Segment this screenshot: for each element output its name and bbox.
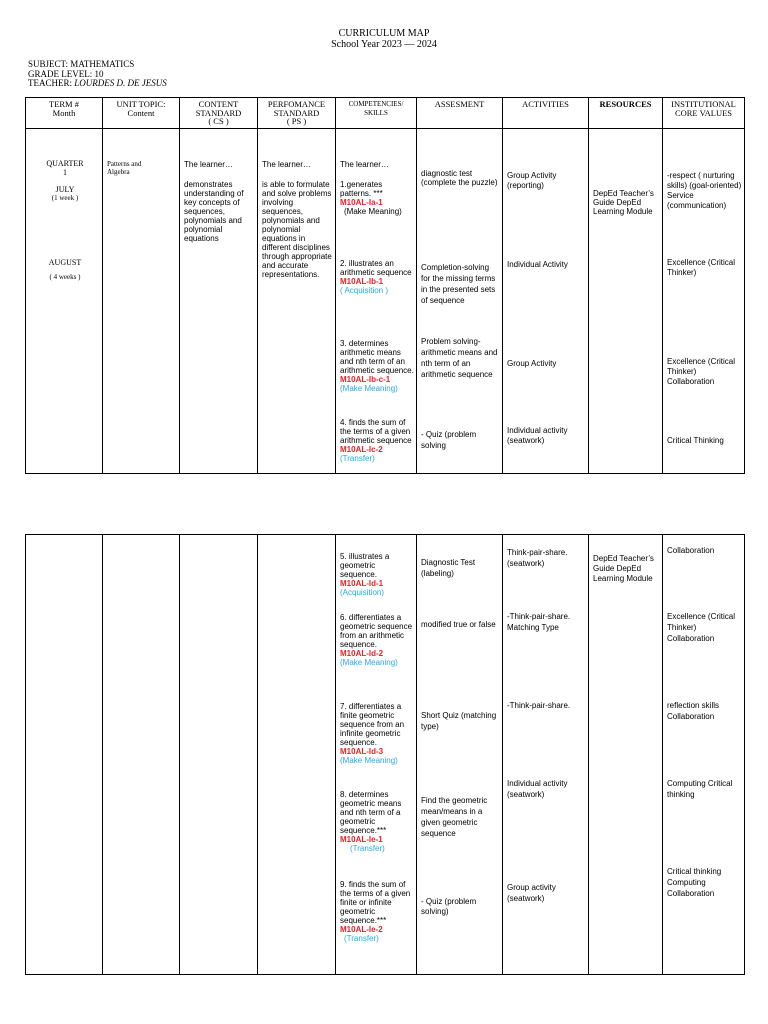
competency-5: 5. illustrates a geometric sequence. M10AL-Id-1 (Acquisition) xyxy=(340,552,414,597)
col-performance-standard: PERFOMANCE STANDARD ( PS ) xyxy=(258,98,336,129)
competency-code: M10AL-Id-2 xyxy=(340,649,384,658)
assessment-2: Completion-solving for the missing terms in the presented sets of sequence xyxy=(421,263,496,305)
unit-cell xyxy=(103,535,180,975)
value-5: Collaboration xyxy=(667,546,715,555)
col-content-standard: CONTENT STANDARD ( CS ) xyxy=(180,98,258,129)
competency-2: 2. illustrates an arithmetic sequence M10AL-Ib-1 ( Acquisition ) xyxy=(340,259,414,295)
unit-topic: Patterns and Algebra xyxy=(107,160,142,176)
resources-cell xyxy=(589,535,663,975)
competency-code: M10AL-Ic-2 xyxy=(340,445,383,454)
teacher-label: TEACHER: xyxy=(28,78,72,88)
assessment-1: diagnostic test (complete the puzzle) xyxy=(421,169,498,187)
assessment-4: - Quiz (problem solving xyxy=(421,430,477,450)
content-standard-lead: The learner… xyxy=(184,160,233,169)
col-unit: UNIT TOPIC: Content xyxy=(103,98,180,129)
value-3: Excellence (Critical Thinker) Collaboration xyxy=(667,357,736,386)
term-cell xyxy=(26,535,103,975)
competency-code: M10AL-Ia-1 xyxy=(340,198,383,207)
subject-line: SUBJECT: MATHEMATICS xyxy=(28,59,135,69)
curriculum-table-page1 xyxy=(25,97,745,474)
value-7: reflection skills Collaboration xyxy=(667,701,720,721)
assessment-cell xyxy=(417,129,503,474)
competency-6: 6. differentiates a geometric sequence from an arithmetic sequence. M10AL-Id-2 (Make Meaning) xyxy=(340,613,413,667)
assessment-8: Find the geometric mean/means in a given geometric sequence xyxy=(421,796,488,838)
title-text: CURRICULUM MAP xyxy=(338,28,430,39)
competency-code: M10AL-Ib-c-1 xyxy=(340,375,391,384)
competency-8: 8. determines geometric means and nth term of a geometric sequence.*** M10AL-Ie-1 (Transfer) xyxy=(340,790,414,853)
performance-standard-text: is able to formulate and solve problems involving sequences, polynomials and polynomial equations in different disciplines through appropriate and accurate representations. xyxy=(262,180,332,279)
activity-1: Group Activity (reporting) xyxy=(507,171,557,190)
competency-code: M10AL-Ib-1 xyxy=(340,277,384,286)
competencies-lead: The learner… xyxy=(340,160,389,169)
assessment-cell xyxy=(417,535,503,975)
content-standard-text: demonstrates understanding of key concepts of sequences, polynomials and polynomial equations xyxy=(184,180,244,243)
resource-5: DepEd Teacher’s Guide DepEd Learning Module xyxy=(593,554,654,583)
activity-6: -Think-pair-share. Matching Type xyxy=(507,612,571,632)
resource-1: DepEd Teacher’s Guide DepEd Learning Module xyxy=(593,189,654,216)
assessment-7: Short Quiz (matching type) xyxy=(421,711,497,731)
performance-standard-lead: The learner… xyxy=(262,160,311,169)
document-meta xyxy=(28,60,167,89)
value-1: -respect ( nurturing skills) (goal-oriented) Service (communication) xyxy=(667,171,742,210)
performance-standard-cell xyxy=(258,535,336,975)
month-august: AUGUST ( 4 weeks ) xyxy=(48,258,82,281)
activity-5: Think-pair-share. (seatwork) xyxy=(507,548,568,568)
competencies-cell xyxy=(336,129,417,474)
competency-code: M10AL-Ie-1 xyxy=(340,835,383,844)
competency-1: 1.generates patterns. *** M10AL-Ia-1 (Make Meaning) xyxy=(340,180,414,216)
school-year: School Year 2023 — 2024 xyxy=(331,39,437,50)
value-9: Critical thinking Computing Collaboration xyxy=(667,867,722,898)
curriculum-table-page2 xyxy=(25,534,745,975)
content-standard-cell xyxy=(180,535,258,975)
header-row xyxy=(26,98,745,129)
quarter-label: QUARTER 1 xyxy=(46,159,84,177)
activity-3: Group Activity xyxy=(507,359,557,368)
col-activities: ACTIVITIES xyxy=(503,98,589,129)
competency-code: M10AL-Ie-2 xyxy=(340,925,383,934)
performance-standard-cell xyxy=(258,129,336,474)
activity-8: Individual activity (seatwork) xyxy=(507,779,568,799)
activities-cell xyxy=(503,129,589,474)
month-july: JULY (1 week ) xyxy=(51,185,79,202)
assessment-9: - Quiz (problem solving) xyxy=(421,897,477,916)
activities-cell xyxy=(503,535,589,975)
assessment-3: Problem solving-arithmetic means and nth term of an arithmetic sequence xyxy=(421,337,498,379)
value-8: Computing Critical thinking xyxy=(667,779,733,799)
table-row xyxy=(26,535,745,975)
core-values-cell xyxy=(663,535,745,975)
activity-2: Individual Activity xyxy=(507,260,568,269)
document-title xyxy=(0,28,768,50)
assessment-5: Diagnostic Test (labeling) xyxy=(421,558,476,578)
col-core-values: INSTITUTIONAL CORE VALUES xyxy=(663,98,745,129)
term-cell xyxy=(26,129,103,474)
teacher-name: LOURDES D. DE JESUS xyxy=(74,78,167,88)
col-resources: RESOURCES xyxy=(589,98,663,129)
value-6: Excellence (Critical Thinker) Collaboration xyxy=(667,612,736,643)
core-values-cell xyxy=(663,129,745,474)
competency-3: 3. determines arithmetic means and nth term of an arithmetic sequence. M10AL-Ib-c-1 (Make Meaning) xyxy=(340,339,414,393)
value-4: Critical Thinking xyxy=(667,436,724,445)
col-term: TERM # Month xyxy=(26,98,103,129)
activity-7: -Think-pair-share. xyxy=(507,701,571,710)
col-assessment: ASSESMENT xyxy=(417,98,503,129)
unit-cell xyxy=(103,129,180,474)
competency-9: 9. finds the sum of the terms of a given finite or infinite geometric sequence.*** M10AL-Ie-2 (Transfer) xyxy=(340,880,414,943)
competency-code: M10AL-Id-3 xyxy=(340,747,384,756)
assessment-6: modified true or false xyxy=(421,620,496,629)
activity-4: Individual activity (seatwork) xyxy=(507,426,568,445)
grade-line: GRADE LEVEL: 10 xyxy=(28,68,104,79)
activity-9: Group activity (seatwork) xyxy=(507,883,556,903)
competencies-cell xyxy=(336,535,417,975)
competency-code: M10AL-Id-1 xyxy=(340,579,384,588)
content-standard-cell xyxy=(180,129,258,474)
value-2: Excellence (Critical Thinker) xyxy=(667,258,736,277)
teacher-line xyxy=(28,79,167,89)
resources-cell xyxy=(589,129,663,474)
table-row xyxy=(26,129,745,474)
competency-7: 7. differentiates a finite geometric sequence from an infinite geometric sequence. M10AL-Id-3 (Make Meaning) xyxy=(340,702,414,765)
col-competencies: COMPETENCIES/ SKILLS xyxy=(336,98,417,129)
competency-4: 4. finds the sum of the terms of a given arithmetic sequence M10AL-Ic-2 (Transfer) xyxy=(340,418,414,463)
